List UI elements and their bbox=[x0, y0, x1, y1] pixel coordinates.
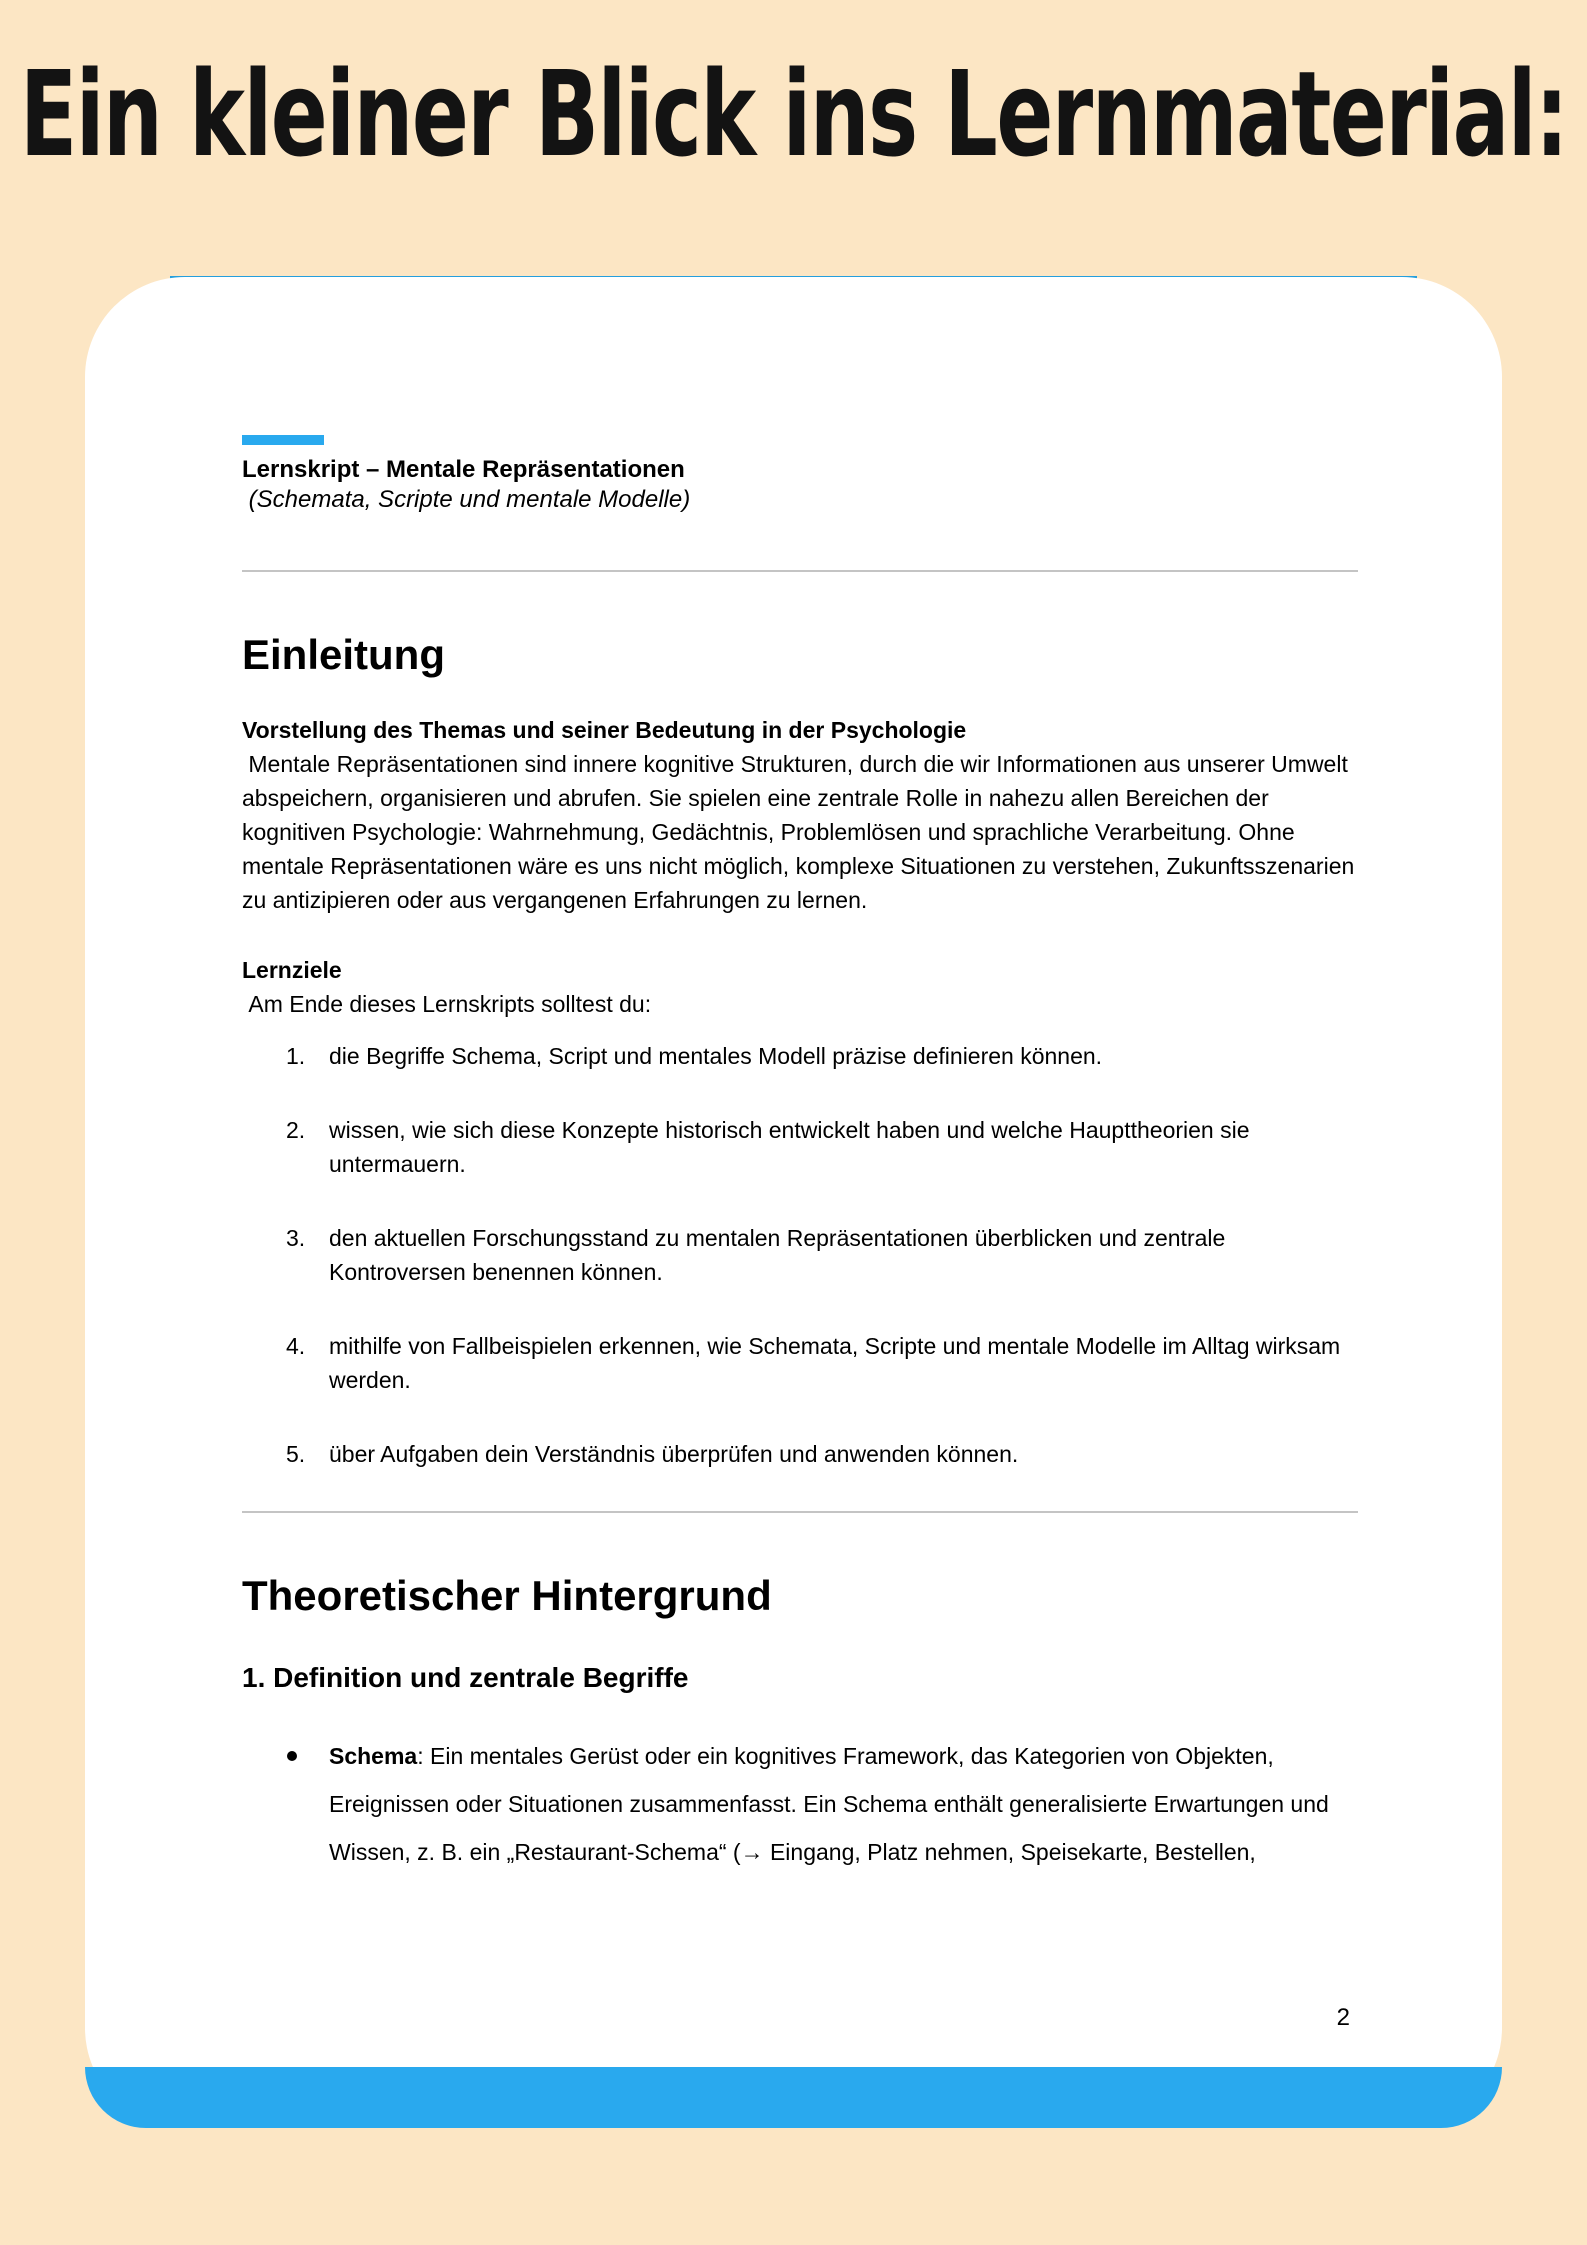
document-title: Lernskript – Mentale Repräsentationen bbox=[242, 456, 685, 483]
definition-term: Schema bbox=[329, 1743, 418, 1769]
list-item-text: die Begriffe Schema, Script und mentales Modell präzise definieren können. bbox=[329, 1043, 1103, 1069]
definition-list bbox=[242, 1732, 1358, 1876]
page-title bbox=[0, 46, 1587, 184]
divider-middle bbox=[242, 1511, 1358, 1513]
list-item-text: den aktuellen Forschungsstand zu mentalen Repräsentationen überblicken und zentrale Kontroversen benennen können. bbox=[329, 1225, 1226, 1285]
accent-bar bbox=[242, 435, 324, 445]
list-item-text: über Aufgaben dein Verständnis überprüfen und anwenden können. bbox=[329, 1441, 1019, 1467]
document-card bbox=[85, 277, 1502, 2128]
list-item-text: mithilfe von Fallbeispielen erkennen, wie Schemata, Scripte und mentale Modelle im Alltag wirksam werden. bbox=[329, 1333, 1341, 1393]
bottom-accent-bar bbox=[85, 2067, 1502, 2128]
lernziele-intro: Am Ende dieses Lernskripts solltest du: bbox=[242, 991, 652, 1017]
list-item-text: wissen, wie sich diese Konzepte historisch entwickelt haben und welche Haupttheorien sie untermauern. bbox=[329, 1117, 1250, 1177]
list-item bbox=[329, 1732, 1358, 1876]
document-subtitle: (Schemata, Scripte und mentale Modelle) bbox=[242, 486, 691, 513]
list-item bbox=[329, 1437, 1358, 1471]
heading-einleitung: Einleitung bbox=[242, 631, 445, 678]
list-item bbox=[329, 1039, 1358, 1073]
lernziele-list bbox=[242, 1039, 1358, 1471]
page-title-text: Ein kleiner Blick ins Lernmaterial: bbox=[19, 46, 1568, 184]
einleitung-lead: Vorstellung des Themas und seiner Bedeutung in der Psychologie bbox=[242, 717, 967, 743]
list-item bbox=[329, 1329, 1358, 1397]
heading-lernziele: Lernziele bbox=[242, 957, 342, 983]
einleitung-paragraph: Mentale Repräsentationen sind innere kognitive Strukturen, durch die wir Informationen aus unserer Umwelt abspeichern, organisieren und abrufen. Sie spielen eine zentrale Rolle in nahezu allen Bereichen der kognitiven Psychologie: Wahrnehmung, Gedächtnis, Problemlösen und sprachliche Verarbeitung. Ohne mentale Repräsentationen wäre es uns nicht möglich, komplexe Situationen zu verstehen, Zukunftsszenarien zu antizipieren oder aus vergangenen Erfahrungen zu lernen. bbox=[242, 751, 1361, 913]
list-item bbox=[329, 1221, 1358, 1289]
page-number: 2 bbox=[1336, 2004, 1350, 2031]
divider-top bbox=[242, 570, 1358, 572]
subheading-definition: 1. Definition und zentrale Begriffe bbox=[242, 1662, 689, 1693]
heading-theorie: Theoretischer Hintergrund bbox=[242, 1572, 772, 1619]
definition-text: : Ein mentales Gerüst oder ein kognitives Framework, das Kategorien von Objekten, Ereignissen oder Situationen zusammenfasst. Ein Schema enthält generalisierte Erwartungen und Wissen, z. B. ein „Restaurant-Schema“ (→ Eingang, Platz nehmen, Speisekarte, Bestellen, bbox=[329, 1743, 1329, 1865]
list-item bbox=[329, 1113, 1358, 1181]
